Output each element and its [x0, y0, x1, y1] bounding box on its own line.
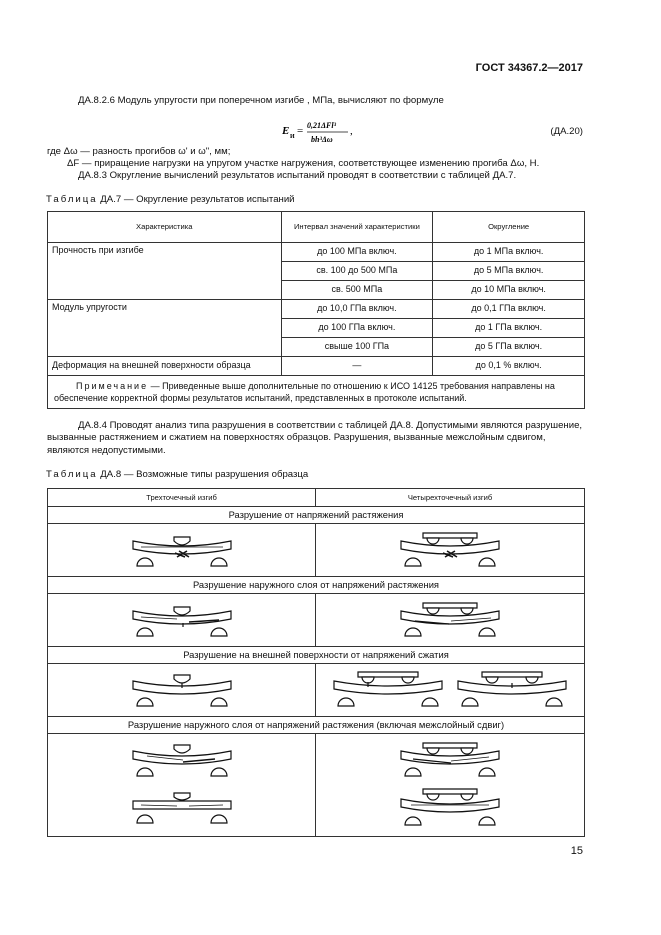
specimen-diagram	[395, 739, 505, 831]
table7-note-label: Примечание	[76, 381, 149, 391]
table7-cell: до 10,0 ГПа включ.	[281, 300, 433, 319]
table8-figure-row	[48, 524, 585, 577]
svg-text:И: И	[290, 134, 295, 140]
specimen-diagram-pair	[330, 668, 570, 712]
table-row	[48, 243, 585, 262]
paragraph-da826	[78, 95, 583, 107]
table7-cell: до 10 МПа включ.	[433, 281, 585, 300]
three-point-tension-failure-figure	[48, 524, 316, 577]
where-line-2: ΔF — приращение нагрузки на упругом участке нагружения, соответствующее изменению прогиба Δω, Н.	[67, 158, 540, 169]
table7-note	[48, 376, 585, 409]
svg-text:=: =	[297, 125, 304, 137]
table7-caption-text: ДА.7 — Округление результатов испытаний	[100, 194, 295, 205]
table7-cell: до 5 МПа включ.	[433, 262, 585, 281]
table8-section-row	[48, 717, 585, 734]
table-da7	[47, 211, 585, 409]
table7-header-cell: Округление	[433, 212, 585, 243]
table7-cell: до 100 МПа включ.	[281, 243, 433, 262]
table7-cell: свыше 100 ГПа	[281, 338, 433, 357]
table7-caption	[46, 194, 295, 206]
table7-cell: св. 500 МПа	[281, 281, 433, 300]
table7-cell: св. 100 до 500 МПа	[281, 262, 433, 281]
formula-da20	[282, 116, 362, 150]
four-point-outer-layer-figure	[316, 594, 585, 647]
table8-section-title: Разрушение от напряжений растяжения	[48, 507, 585, 524]
four-point-compression-failure-figure	[316, 664, 585, 717]
table7-header-row	[48, 212, 585, 243]
table8-section-title: Разрушение на внешней поверхности от напряжений сжатия	[48, 647, 585, 664]
table7-header-cell: Характеристика	[48, 212, 282, 243]
paragraph-da84: ДА.8.4 Проводят анализ типа разрушения в соответствии с таблицей ДА.8. Допустимыми являются разрушение, вызванные растяжением и сжатием на поверхностях образцов. Разрушения, вызванные межслойным сдвигом, являются недопустимыми.	[47, 420, 583, 456]
table7-header-cell: Интервал значений характеристики	[281, 212, 433, 243]
table-da8	[47, 488, 585, 837]
specimen-diagram	[127, 599, 237, 641]
four-point-interlaminar-shear-figure	[316, 734, 585, 837]
table7-cell: до 1 ГПа включ.	[433, 319, 585, 338]
svg-text:bh³Δω: bh³Δω	[311, 135, 333, 144]
page-number: 15	[570, 845, 583, 857]
table7-cell: до 0,1 % включ.	[433, 357, 585, 376]
table7-cell: до 100 ГПа включ.	[281, 319, 433, 338]
table7-note-text: — Приведенные выше дополнительные по отношению к ИСО 14125 требования направлены на обеспечение корректной формы результатов испытаний, представленных в протоколе испытаний.	[54, 381, 555, 404]
specimen-diagram	[395, 599, 505, 641]
table8-section-row	[48, 507, 585, 524]
four-point-tension-failure-figure	[316, 524, 585, 577]
table7-note-row	[48, 376, 585, 409]
formula-number: (ДА.20)	[550, 126, 583, 137]
table7-cell: Модуль упругости	[48, 300, 282, 357]
table8-caption	[46, 469, 308, 481]
table8-figure-row	[48, 664, 585, 717]
table8-caption-text: ДА.8 — Возможные типы разрушения образца	[100, 469, 309, 480]
table7-cell: до 5 ГПа включ.	[433, 338, 585, 357]
specimen-diagram	[127, 529, 237, 571]
paragraph-da826-text: ДА.8.2.6 Модуль упругости при поперечном изгибе , МПа, вычисляют по формуле	[78, 95, 444, 106]
table8-section-row	[48, 577, 585, 594]
three-point-outer-layer-figure	[48, 594, 316, 647]
table8-section-title: Разрушение наружного слоя от напряжений растяжения (включая межслойный сдвиг)	[48, 717, 585, 734]
where-line-1: где Δω — разность прогибов ω' и ω", мм;	[47, 146, 231, 157]
table7-cell: до 0,1 ГПа включ.	[433, 300, 585, 319]
table7-cell: —	[281, 357, 433, 376]
table8-figure-row	[48, 734, 585, 837]
specimen-diagram	[395, 529, 505, 571]
table8-section-title: Разрушение наружного слоя от напряжений растяжения	[48, 577, 585, 594]
svg-text:0,21ΔFl³: 0,21ΔFl³	[307, 121, 336, 130]
table8-caption-prefix: Таблица	[46, 469, 98, 480]
table8-header-cell: Четырехточечный изгиб	[316, 489, 585, 507]
table-row	[48, 357, 585, 376]
three-point-compression-failure-figure	[48, 664, 316, 717]
table7-caption-prefix: Таблица	[46, 194, 98, 205]
specimen-diagram	[127, 669, 237, 711]
svg-text:E: E	[282, 125, 290, 137]
three-point-interlaminar-shear-figure	[48, 734, 316, 837]
paragraph-da83: ДА.8.3 Округление вычислений результатов испытаний проводят в соответствии с таблицей ДА.7.	[78, 170, 517, 181]
specimen-diagram	[127, 739, 237, 831]
table7-cell: Прочность при изгибе	[48, 243, 282, 300]
table8-header-cell: Трехточечный изгиб	[48, 489, 316, 507]
svg-text:,: ,	[350, 125, 353, 137]
table8-section-row	[48, 647, 585, 664]
table8-figure-row	[48, 594, 585, 647]
table8-header-row	[48, 489, 585, 507]
document-header: ГОСТ 34367.2—2017	[475, 62, 583, 74]
formula-graphic	[282, 116, 362, 146]
table-row	[48, 300, 585, 319]
table7-cell: Деформация на внешней поверхности образца	[48, 357, 282, 376]
table7-cell: до 1 МПа включ.	[433, 243, 585, 262]
